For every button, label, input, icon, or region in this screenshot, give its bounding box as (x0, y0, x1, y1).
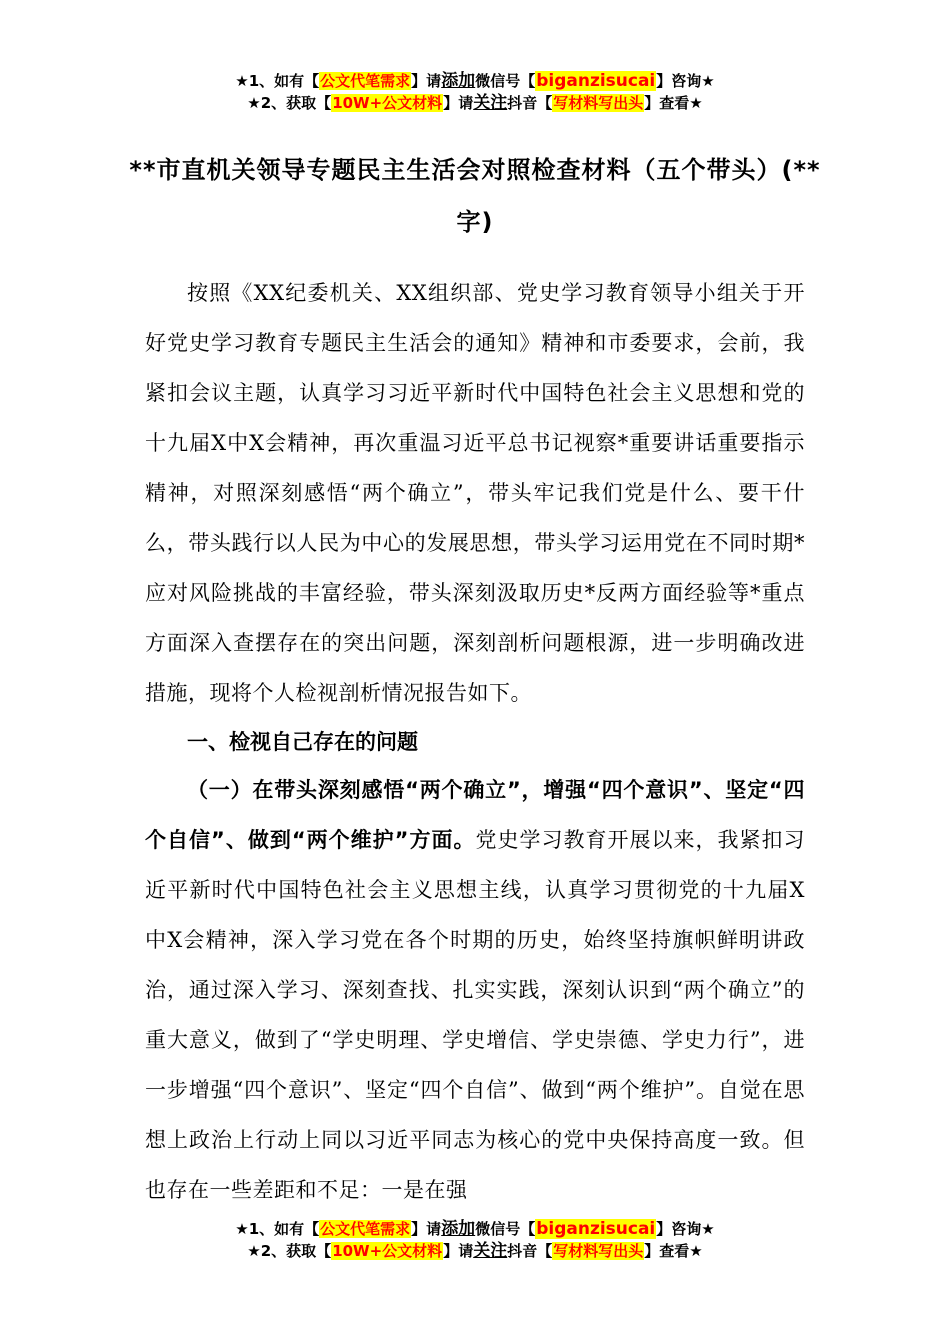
banner-text: 抖音【 (507, 1242, 553, 1260)
banner-emphasis: 关注 (473, 1241, 508, 1261)
banner-line-1 (0, 1218, 950, 1240)
banner-line-2 (0, 92, 950, 114)
banner-emphasis: 关注 (473, 93, 508, 113)
banner-highlight: 写材料写出头 (553, 1242, 644, 1260)
banner-highlight: 10W+公文材料 (332, 94, 443, 112)
intro-text: 按照《XX纪委机关、XX组织部、党史学习教育领导小组关于开好党史学习教育专题民主生活会的通知》精神和市委要求，会前，我紧扣会议主题，认真学习习近平新时代中国特色社会主义思想和党的十九届X中X会精神，再次重温习近平总书记视察*重要讲话重要指示精神，对照深刻感悟“两个确立”，带头牢记我们党是什么、要干什么，带头践行以人民为中心的发展思想，带头学习运用党在不同时期*应对风险挑战的丰富经验，带头深刻汲取历史*反两方面经验等*重点方面深入查摆存在的突出问题，深刻剖析问题根源，进一步明确改进措施，现将个人检视剖析情况报告如下。 (145, 281, 805, 705)
banner-emphasis: 添加 (441, 71, 476, 91)
footer-banner (0, 1218, 950, 1262)
banner-highlight: biganzisucai (536, 71, 656, 91)
section-heading: 一、检视自己存在的问题 (187, 730, 418, 754)
banner-text: 微信号【 (475, 72, 536, 90)
banner-highlight: 公文代笔需求 (320, 72, 411, 90)
banner-text: 】请 (411, 1220, 442, 1238)
banner-line-2 (0, 1240, 950, 1262)
section-paragraph (145, 765, 805, 1215)
banner-text: ★1、如有【 (235, 1220, 320, 1238)
document-title: **市直机关领导专题民主生活会对照检查材料（五个带头）(**字) (129, 156, 821, 236)
banner-highlight: 10W+公文材料 (332, 1242, 443, 1260)
banner-text: 】请 (443, 1242, 474, 1260)
section-lead: （一）在带头深刻感悟“两个确立”，增强“四个意识”、坚定“四个自信”、做到“两个维护”方面。 (145, 778, 805, 852)
banner-text: 】查看★ (644, 1242, 703, 1260)
banner-line-1 (0, 70, 950, 92)
banner-text: 】咨询★ (656, 72, 715, 90)
banner-text: 】查看★ (644, 94, 703, 112)
banner-highlight: biganzisucai (536, 1219, 656, 1239)
banner-text: 抖音【 (507, 94, 553, 112)
section-text: 党史学习教育开展以来，我紧扣习近平新时代中国特色社会主义思想主线，认真学习贯彻党的十九届X中X会精神，深入学习党在各个时期的历史，始终坚持旗帜鲜明讲政治，通过深入学习、深刻查找、扎实实践，深刻认识到“两个确立”的重大意义，做到了“学史明理、学史增信、学史崇德、学史力行”，进一步增强“四个意识”、坚定“四个自信”、做到“两个维护”。自觉在思想上政治上行动上同以习近平同志为核心的党中央保持高度一致。但也存在一些差距和不足：一是在强 (145, 828, 806, 1202)
intro-paragraph (145, 268, 805, 718)
banner-emphasis: 添加 (441, 1219, 476, 1239)
header-banner (0, 70, 950, 114)
banner-highlight: 公文代笔需求 (320, 1220, 411, 1238)
banner-text: 】咨询★ (656, 1220, 715, 1238)
banner-text: ★1、如有【 (235, 72, 320, 90)
banner-text: 微信号【 (475, 1220, 536, 1238)
banner-highlight: 写材料写出头 (553, 94, 644, 112)
banner-text: 】请 (411, 72, 442, 90)
banner-text: ★2、获取【 (247, 1242, 332, 1260)
banner-text: 】请 (443, 94, 474, 112)
section-paragraph-text (145, 765, 805, 1215)
banner-text: ★2、获取【 (247, 94, 332, 112)
